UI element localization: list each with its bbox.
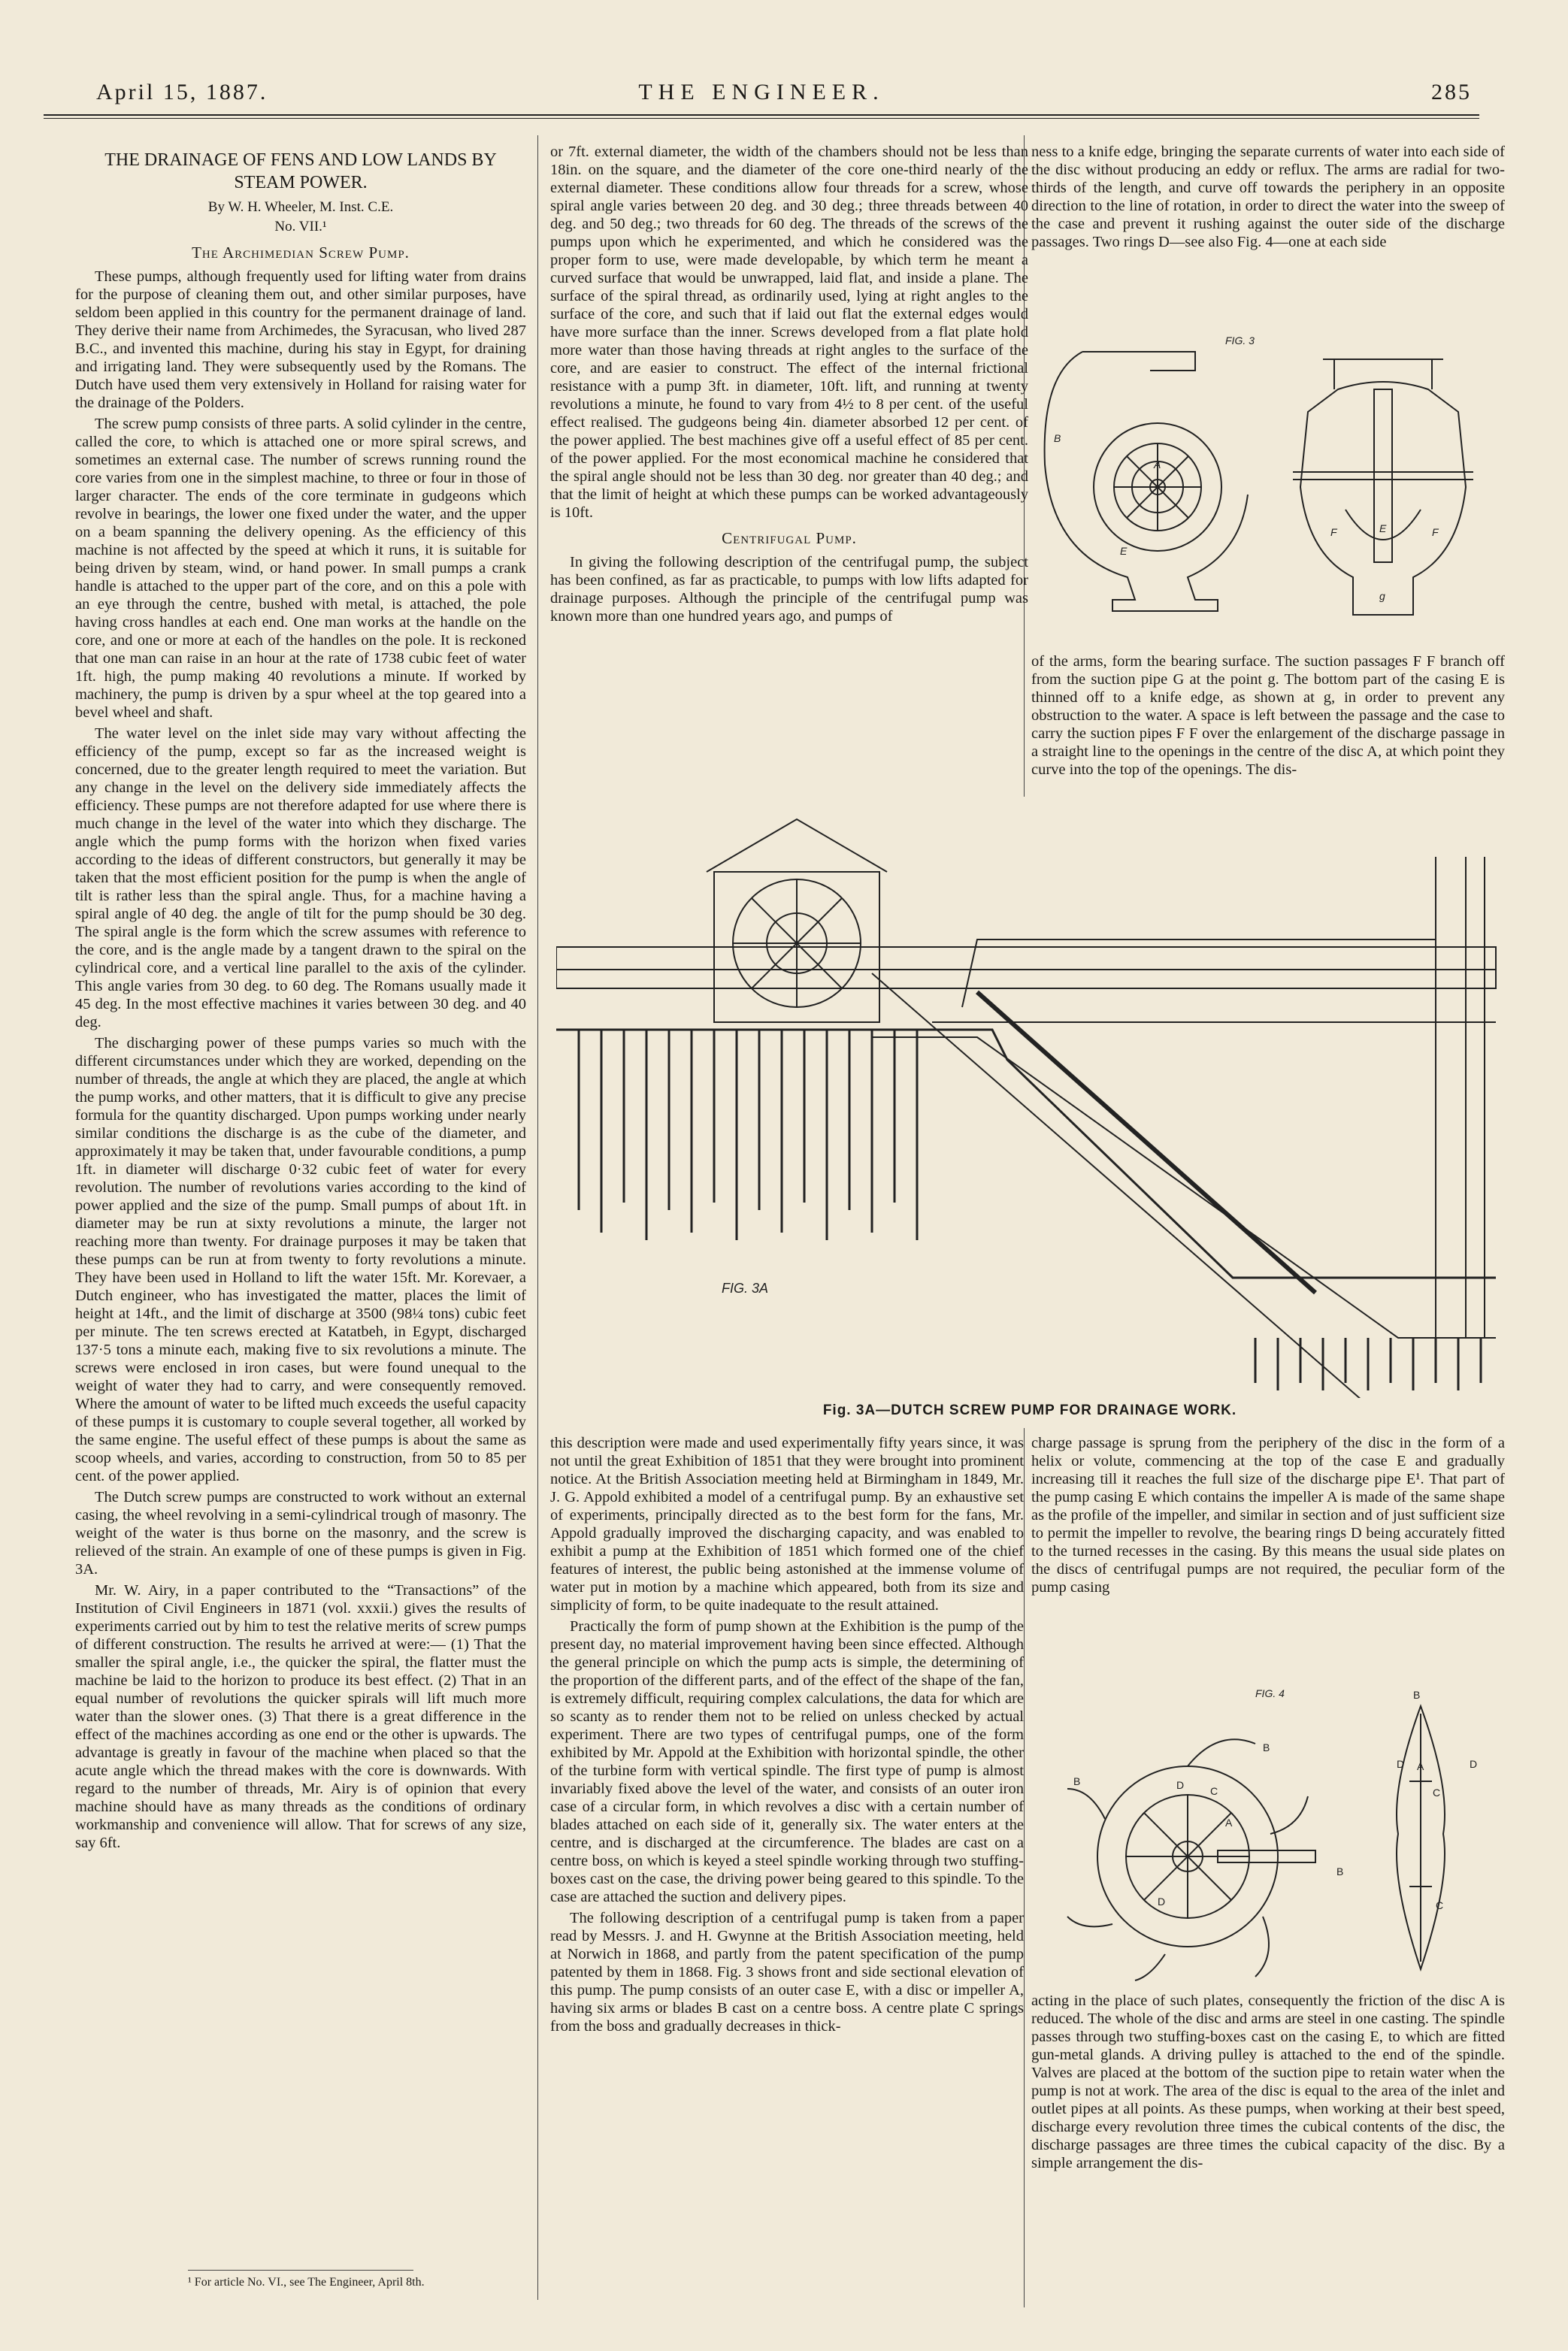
column-5 [1031, 1434, 1505, 1686]
article-part: No. VII.¹ [274, 219, 327, 234]
column-6 [1031, 1992, 1505, 2307]
paragraph: or 7ft. external diameter, the width of the chambers should not be less than 18in. on the square, and the diameter of the core one-third nearly of the external diameter. These conditions allow four threads for a screw, whose spiral angle varies between 20 deg. and 30 deg.; three threads between 40 deg. and 50 deg.; two threads for 60 deg. The threads of the screws of the pumps upon which he experimented, and which he considered was the proper form to use, were made developable, by which term he meant a curved surface that would be unwrapped, laid flat, and inside a plane. The surface of the spiral thread, as ordinarily used, lying at right angles to the surface of the core, and such that if laid out flat the external edges would have more surface than the inner. Screws developed from a flat plate hold more water than those having threads at right angles to the surface of the core, and are easier to construct. The effect of the internal frictional resistance with a pump 3ft. in diameter, 10ft. lift, and running at twenty revolutions a minute, he found to vary from 4½ to 8 per cent. of the useful effect realised. The gudgeons being 4in. diameter absorbed 12 per cent. of the power applied. The best machines give off a useful effect of 85 per cent. of the power applied. For the most economical machine he considered that the spiral angle should not be less than 30 deg. nor greater than 40 deg.; and that the limit of height at which these pumps can be worked advantageously is 10ft. [550, 144, 1028, 521]
fig4-letter: B [1263, 1741, 1270, 1753]
fig4-letter: B [1413, 1689, 1421, 1701]
paragraph: In giving the following description of the centrifugal pump, the subject has been confined, as far as practicable, to pumps with low lifts adapted for drainage purposes. Although the principle of the centrifugal pump was known more than one hundred years ago, and pumps of [550, 554, 1028, 625]
fig3-letter: F [1330, 526, 1337, 538]
paragraph: The following description of a centrifugal pump is taken from a paper read by Messrs. J. and H. Gwynne at the British Association meeting, held at Norwich in 1868, and partly from the patent specification of the pump patented by them in 1868. Fig. 3 shows front and side sectional elevation of this pump. The pump consists of an outer case E, with a disc or impeller A, having six arms or blades B cast on a centre boss. A centre plate C springs from the boss and gradually decreases in thick- [550, 1910, 1024, 2035]
figure-4 [1037, 1684, 1503, 1984]
fig4-letter: D [1176, 1779, 1185, 1791]
paragraph: The water level on the inlet side may vary without affecting the efficiency of the pump, except so far as the increased weight is concerned, due to the greater length required to meet the variation. But any change in the level on the delivery side immediately affects the efficiency. These pumps are not therefore adapted for use where there is much change in the level of the water into which they discharge. The angle which the pump forms with the horizon when fixed varies according to the ideas of different constructors, but generally it may be taken that the most efficient position for the pump is when the angle of tilt is rather less than the spiral angle. Thus, for a machine having a spiral angle of 40 deg. the angle of tilt for the pump should be 30 deg. The spiral angle is the form which the screw assumes with reference to the core, and is the angle made by a tangent drawn to the spiral on the cylindrical core, and a vertical line parallel to the axis of the cylinder. This angle varies from 30 deg. to 60 deg. The Romans usually made it 45 deg. In the most effective machines it varies between 30 deg. and 40 deg. [75, 725, 526, 1030]
fig4-letter: D [1470, 1758, 1478, 1770]
paragraph: acting in the place of such plates, consequently the friction of the disc A is reduced. The whole of the disc and arms are steel in one casting. The spindle passes through two stuffing-boxes cast on the casing E, to which are fitted gun-metal glands. A driving pulley is attached to the end of the spindle. Valves are placed at the bottom of the suction pipe to retain water when the pump is not at work. The area of the disc is equal to the area of the inlet and outlet pipes at all points. As these pumps, when working at their best speed, discharge every revolution three times the cubical contents of the disc, the discharge passages are three times the cubical capacity of the disc. By a simple arrangement the dis- [1031, 1992, 1505, 2171]
fig3-letter: E [1379, 522, 1387, 534]
paragraph: These pumps, although frequently used for lifting water from drains for the purpose of cleaning them out, and other similar purposes, have seldom been applied in this country for the permanent drainage of land. They derive their name from Archimedes, the Syracusan, who lived 287 B.C., and invented this machine, during his stay in Egypt, for draining and irrigating land. They were subsequently used by the Romans. The Dutch have used them very extensively in Holland for raising water for the drainage of the Polders. [75, 268, 526, 411]
figure-3a [556, 812, 1503, 1398]
footnote-rule [188, 2270, 413, 2271]
column-2 [550, 143, 1028, 797]
figure-3 [1037, 329, 1503, 652]
fig4-letter: B [1336, 1865, 1344, 1877]
fig3-letter: E [1120, 545, 1128, 557]
header-rule [44, 114, 1479, 116]
fig4-letter: A [1225, 1817, 1233, 1829]
paragraph: this description were made and used experimentally fifty years since, it was not until the great Exhibition of 1851 that they were brought into prominent notice. At the British Association meeting held at Birmingham in 1849, Mr. J. G. Appold exhibited a model of a centrifugal pump. By an exhaustive set of experiments, principally directed as to the best form for the fans, Mr. Appold gradually improved the discharging capacity, and was enabled to exhibit a pump at the Exhibition of 1851 which formed one of the chief features of interest, the public being astonished at the immense volume of water put in motion by a machine which appeared, both from its size and simplicity of form, to be quite inadequate to the result attained. [550, 1435, 1024, 1614]
fig3-letter: B [1054, 432, 1061, 444]
column-1 [75, 143, 526, 2277]
fig3-letter: A [1154, 458, 1161, 471]
fig3-label: FIG. 3 [1225, 334, 1255, 346]
header-rule-thin [44, 118, 1479, 119]
column-3-top [1031, 143, 1505, 322]
column-3-bottom [1031, 652, 1505, 795]
paragraph: Mr. W. Airy, in a paper contributed to the “Transactions” of the Institution of Civil Engineers in 1871 (vol. xxxii.) gives the results of experiments carried out by him to test the relative merits of screw pumps of different construction. The results he arrived at were:— (1) That the smaller the spiral angle, i.e., the quicker the spiral, the flatter must the machine be laid to the horizon to produce its best effect. (2) That in an equal number of revolutions the quicker spirals will lift much more water than the slower ones. (3) That there is a great difference in the effect of the machines according as one end or the other is upwards. The advantage is greatly in favour of the machine when placed so that the acute angle which the thread makes with the core is downwards. With regard to the number of threads, Mr. Airy is of opinion that every machine should have as many threads as the conditions of ordinary workmanship and convenience will allow. That for screws of any size, say 6ft. [75, 1582, 526, 1851]
journal-title: THE ENGINEER. [638, 80, 885, 104]
paragraph: The screw pump consists of three parts. A solid cylinder in the centre, called the core, to which is attached one or more spiral screws, and sometimes an external case. The number of screws running round the core varies from one in the simplest machine, to three or four in those of larger character. The ends of the core terminate in gudgeons which revolve in bearings, the lower one fixed under the water, and the upper on a beam spanning the delivery opening. As the efficiency of this machine is not affected by the speed at which it runs, it is suitable for being driven by steam, wind, or hand power. In small pumps a crank handle is attached to the upper part of the core, and on this a pole with an eye through the centre, bushed with metal, is attached, the pole having cross handles at each end. One man works at the handle on the core, and one or more at each of the handles on the pole. It is reckoned that one man can raise in an hour at the rate of 1738 cubic feet of water 1ft. high, the pump making 40 revolutions a minute. If worked by machinery, the pump is driven by a spur wheel at the top geared into a bevel wheel and shaft. [75, 416, 526, 721]
fig4-letter: D [1397, 1758, 1405, 1770]
fig3-letter: F [1432, 526, 1439, 538]
issue-date: April 15, 1887. [96, 80, 268, 104]
fig3a-label: FIG. 3A [722, 1281, 769, 1296]
fig4-letter: C [1433, 1787, 1441, 1799]
fig3-letter: g [1379, 590, 1385, 602]
fig4-letter: D [1158, 1896, 1166, 1908]
fig4-letter: C [1436, 1899, 1444, 1911]
column-4 [550, 1434, 1024, 2310]
fig4-letter: A [1417, 1760, 1424, 1772]
column-divider [537, 135, 538, 2300]
paragraph: The Dutch screw pumps are constructed to work without an external casing, the wheel revolving in a semi-cylindrical trough of masonry. The weight of the water is thus borne on the masonry, and the screw is relieved of the strain. An example of one of these pumps is given in Fig. 3A. [75, 1489, 526, 1578]
section-heading: The Archimedian Screw Pump. [192, 244, 410, 262]
paragraph: ness to a knife edge, bringing the separate currents of water into each side of the disc without producing an eddy or reflux. The arms are radial for two-thirds of the length, and curve off towards the periphery in an opposite direction to the line of rotation, in order to direct the water into the sweep of the case and prevent it rushing against the outer side of the discharge passages. Two rings D—see also Fig. 4—one at each side [1031, 144, 1505, 250]
fig4-letter: C [1210, 1785, 1218, 1797]
paragraph: of the arms, form the bearing surface. The suction passages F F branch off from the suction pipe G at the point g. The bottom part of the casing E is thinned off to a knife edge, as shown at g, in order to prevent any obstruction to the water. A space is left between the passage and the case to carry the suction pipes F F over the enlargement of the discharge passage in a straight line to the openings in the centre of the disc A, at which point they curve into the top of the openings. The dis- [1031, 653, 1505, 778]
fig4-letter: B [1073, 1775, 1081, 1787]
paragraph: The discharging power of these pumps varies so much with the different circumstances under which they are worked, depending on the number of threads, the angle at which they are placed, the angle at which the pump works, and other matters, that it is difficult to give any precise formula for the quantity discharged. Upon pumps working under nearly similar conditions the discharge is as the cube of the diameter, and approximately it may be taken that, under favourable conditions, a pump 1ft. in diameter will discharge 0·32 cubic feet of water for every revolution. The number of revolutions varies according to the kind of power applied and the size of the pump. Small pumps of about 1ft. in diameter may be run at sixty revolutions a minute, the larger not reaching more than twenty. For drainage purposes it may be taken that these pumps can be run at from twenty to forty revolutions a minute. They have been used in Holland to lift the water 15ft. Mr. Korevaer, a Dutch engineer, who has investigated the matter, places the limit of height at 14ft., and the limit of discharge at 3500 (98¼ tons) cubic feet per minute. The ten screws erected at Katatbeh, in Egypt, discharged 137·5 tons a minute each, making five to six revolutions a minute. The screws were enclosed in iron cases, but were found unequal to the weight of water they had to carry, and were consequently removed. Where the amount of water to be lifted much exceeds the useful capacity of these pumps it is customary to couple several together, all worked by the same engine. The useful effect of these pumps is about the same as scoop wheels, and varies, according to construction, from 50 to 85 per cent. of the power applied. [75, 1035, 526, 1484]
fig4-label: FIG. 4 [1255, 1687, 1285, 1699]
page-header [44, 75, 1479, 114]
footnote: ¹ For article No. VI., see The Engineer, April 8th. [188, 2276, 425, 2289]
article-title: THE DRAINAGE OF FENS AND LOW LANDS BY STEAM POWER. [104, 150, 497, 192]
column-divider [1024, 1428, 1025, 2307]
byline: By W. H. Wheeler, M. Inst. C.E. [207, 199, 394, 215]
paragraph: charge passage is sprung from the periphery of the disc in the form of a helix or volute, commencing at the top of the case E and gradually increasing till it reaches the full size of the discharge pipe E¹. That part of the pump casing E which contains the impeller A is made of the same shape as the profile of the impeller, and similar in section and of just sufficient size to permit the impeller to revolve, the bearing rings D being accurately fitted to the turned recesses in the casing. By this means the usual side plates on the discs of centrifugal pumps are not required, the peculiar form of the pump casing [1031, 1435, 1505, 1596]
figure-caption: Fig. 3A—DUTCH SCREW PUMP FOR DRAINAGE WORK. [822, 1402, 1237, 1418]
page-number: 285 [1431, 80, 1472, 104]
section-heading: Centrifugal Pump. [722, 529, 857, 547]
paragraph: Practically the form of pump shown at the Exhibition is the pump of the present day, no material improvement having been since effected. Although the general principle on which the pump acts is simple, the determining of the proportion of the different parts, and of the effect of the shape of the fan, is extremely difficult, requiring complex calculations, the data for which are so scanty as to render them not to be relied on unless checked by actual experiment. There are two types of centrifugal pumps, one of the form exhibited by Mr. Appold at the Exhibition with horizontal spindle, the other of the turbine form with vertical spindle. The first type of pump is almost invariably fixed above the level of the water, and consists of an outer iron case of a circular form, in which revolves a disc with a certain number of blades attached on each side of it, generally six. The water enters at the centre, and is discharged at the circumference. The blades are cast on a centre boss, on which is keyed a steel spindle working through two stuffing-boxes cast on the case, the driving power being geared to this spindle. To the case are attached the suction and delivery pipes. [550, 1618, 1024, 1905]
